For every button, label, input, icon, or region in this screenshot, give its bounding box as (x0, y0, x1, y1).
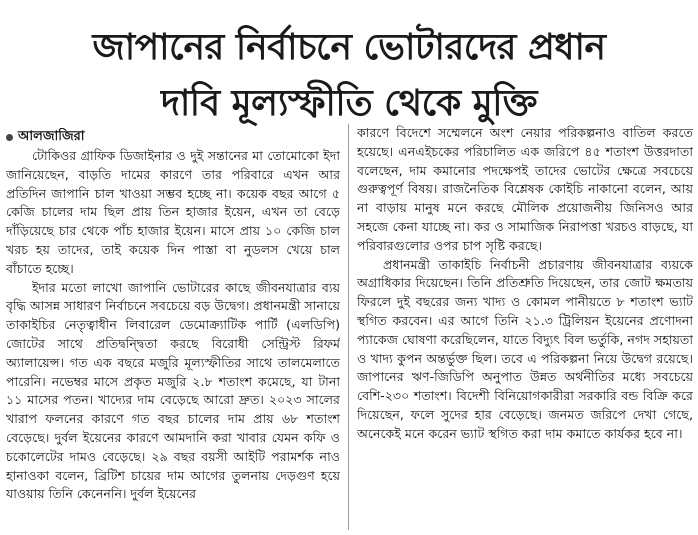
right-column (357, 124, 693, 526)
headline (0, 23, 698, 129)
paragraph: ইদার মতো লাখো জাপানি ভোটারের কাছে জীবনযাত্রার ব্যয় বৃদ্ধি আসন্ন সাধারণ নির্বাচনে সবচেয়ে বড় উদ্বেগ। প্রধানমন্ত্রী সানায়ে তাকাইচির নেতৃত্বাধীন লিবারেল ডেমোক্র্যাটিক পার্টি (এলডিপি) জোটের সাথে প্রতিদ্বন্দ্বিতা করছে বিরোধী সেন্ট্রিস্ট রিফর্ম অ্যালায়েন্স। গত এক বছরে মজুরি মূল্যস্ফীতির সাথে তালমেলাতে পারেনি। নভেম্বর মাসে প্রকৃত মজুরি ২.৮ শতাংশ কমেছে, যা টানা ১১ মাসের পতন। খাদ্যের দাম বেড়েছে আরো দ্রুত। ২০২৩ সালের খারাপ ফলনের কারণে গত বছর চালের দাম প্রায় ৬৮ শতাংশ বেড়েছে। দুর্বল ইয়েনের কারণে আমদানি করা খাবার যেমন কফি ও চকোলেটের দামও বেড়েছে। ২৯ বছর বয়সী আইটি পরামর্শক নাও হানাওকা বলেন, ব্রিটিশ চায়ের দাম আগের তুলনায় দেড়গুণ হয়ে যাওয়ায় তিনি কেনেননি। দুর্বল ইয়েনের (6, 279, 340, 502)
source-name: আলজাজিরা (18, 129, 85, 145)
headline-line-2: দাবি মূল্যস্ফীতি থেকে মুক্তি (160, 83, 538, 125)
left-column (6, 128, 340, 530)
column-divider (348, 124, 349, 530)
bullet-icon (6, 134, 13, 141)
paragraph: কারণে বিদেশে সম্মেলনে অংশ নেয়ার পরিকল্পনাও বাতিল করতে হয়েছে। এনএইচকের পরিচালিত এক জরিপে ৪৫ শতাংশ উত্তরদাতা বলেছেন, দাম কমানোর পদক্ষেপই তাদের ভোটের ক্ষেত্রে সবচেয়ে গুরুত্বপূর্ণ বিষয়। রাজনৈতিক বিশ্লেষক কোইচি নাকানো বলেন, আয় না বাড়ায় মানুষ মনে করছে মৌলিক প্রয়োজনীয় জিনিসও আর সহজে কেনা যাচ্ছে না। কর ও সামাজিক নিরাপত্তা খরচও বাড়ছে, যা পরিবারগুলোর ওপর চাপ সৃষ্টি করছে। (357, 125, 693, 253)
headline-line-1: জাপানের নির্বাচনে ভোটারদের প্রধান (92, 27, 606, 69)
paragraph: প্রধানমন্ত্রী তাকাইচি নির্বাচনী প্রচারণায় জীবনযাত্রার ব্যয়কে অগ্রাধিকার দিয়েছেন। তিনি প্রতিশ্রুতি দিয়েছেন, তার জোট ক্ষমতায় ফিরলে দুই বছরের জন্য খাদ্য ও কোমল পানীয়তে ৮ শতাংশ ভ্যাট স্থগিত করবেন। এর আগে তিনি ২১.৩ ট্রিলিয়ন ইয়েনের প্রণোদনা প্যাকেজ ঘোষণা করেছিলেন, যাতে বিদ্যুৎ বিল ভর্তুকি, নগদ সহায়তা ও খাদ্য কুপন অন্তর্ভুক্ত ছিল। তবে এ পরিকল্পনা নিয়ে উদ্বেগ রয়েছে। জাপানের ঋণ-জিডিপি অনুপাত উন্নত অর্থনীতির মধ্যে সবচেয়ে বেশি-২৩০ শতাংশ। বিদেশী বিনিয়োগকারীরা সরকারি বন্ড বিক্রি করে দিয়েছেন, ফলে সুদের হার বেড়েছে। জনমত জরিপে দেখা গেছে, অনেকেই মনে করেন ভ্যাট স্থগিত করা দাম কমাতে কার্যকর হবে না। (357, 256, 693, 441)
source-credit (6, 128, 340, 147)
paragraph: টোকিওর গ্রাফিক ডিজাইনার ও দুই সন্তানের মা তোমোকো ইদা জানিয়েছেন, বাড়তি দামের কারণে তার পরিবারে এখন আর প্রতিদিন জাপানি চাল খাওয়া সম্ভব হচ্ছে না। কয়েক বছর আগে ৫ কেজি চালের দাম ছিল প্রায় তিন হাজার ইয়েন, এখন তা বেড়ে দাঁড়িয়েছে চার থেকে পাঁচ হাজার ইয়েন। মাসে প্রায় ১০ কেজি চাল খরচ হয় তাদের, তাই কয়েক দিন পাস্তা বা নুডলস খেয়ে চাল বাঁচাতে হচ্ছে। (6, 148, 340, 276)
